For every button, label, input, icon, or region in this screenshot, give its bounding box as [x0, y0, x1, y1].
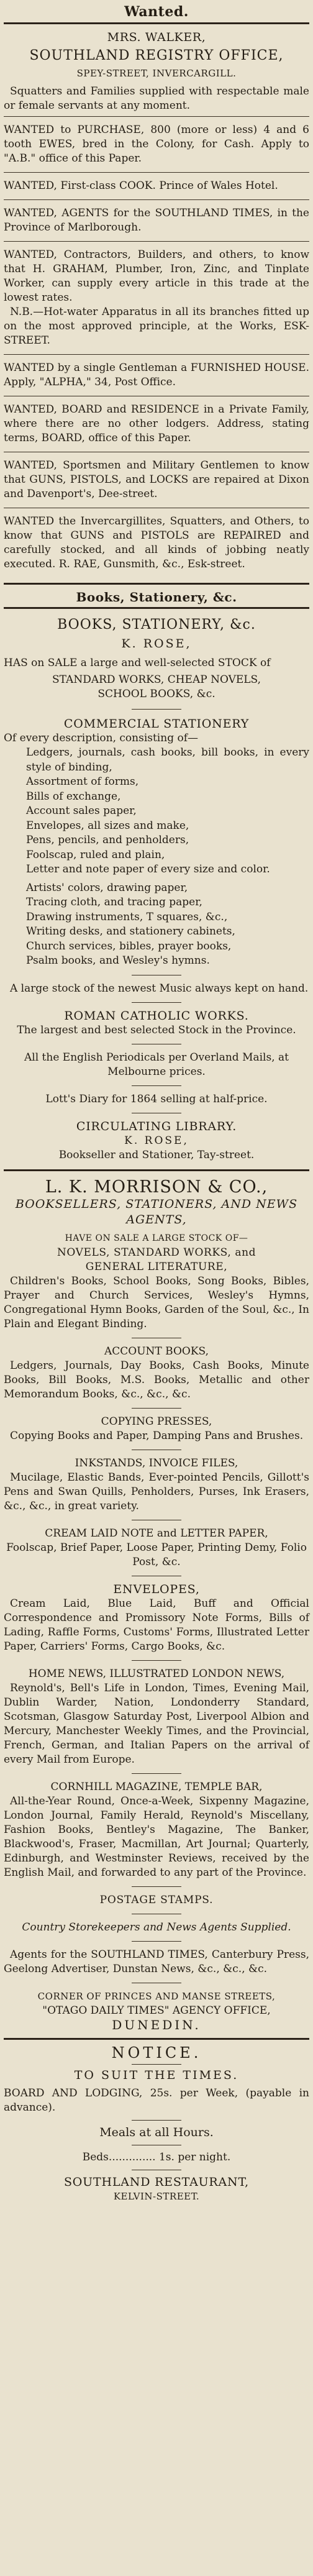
ad-wanted-contractors [4, 243, 309, 353]
divider [4, 354, 309, 355]
morrison-head2: GENERAL LITERATURE, [85, 1260, 228, 1273]
corner-address: CORNER OF PRINCES AND MANSE STREETS, [37, 1990, 276, 2002]
ad-wanted-board [4, 398, 309, 450]
ad-wanted-sportsmen [4, 454, 309, 506]
news-body: Reynold's, Bell's Life in London, Times, Evening Mail, Dublin Warder, Nation, Londonderry Standard, Scotsman, Glasgow Saturday Post, Liverpool Albion and Mercury, Manchester Weekly Times, and the Provincial, French, German, and Italian Papers on the arrival of every Mail from Europe. [4, 1681, 309, 1766]
list-item: Tracing cloth, and tracing paper, [26, 896, 202, 908]
short-rule [132, 1408, 181, 1409]
morrison-subtitle: BOOKSELLERS, STATIONERS, AND NEWS AGENTS, [15, 1197, 298, 1226]
rose-name: K. ROSE, [121, 637, 192, 651]
short-rule [132, 1002, 181, 1003]
catholic-title: ROMAN CATHOLIC WORKS. [64, 1008, 249, 1023]
inkstands-body: Mucilage, Elastic Bands, Ever-pointed Pencils, Gillott's Pens and Swan Quills, Penholders, Purses, Ink Erasers, &c., &c., in great variety. [4, 1471, 309, 1512]
inkstands-title: INKSTANDS, INVOICE FILES, [75, 1456, 238, 1469]
commercial-list [4, 746, 309, 969]
lotts-diary-note: Lott's Diary for 1864 selling at half-price. [45, 1092, 268, 1105]
otago-office: "OTAGO DAILY TIMES" AGENCY OFFICE, [42, 2004, 271, 2017]
commercial-title: COMMERCIAL STATIONERY [63, 717, 250, 731]
library-title: CIRCULATING LIBRARY. [76, 1119, 237, 1133]
country-note: Country Storekeepers and News Agents Supplied. [22, 1921, 291, 1934]
ad-k-rose [4, 610, 309, 1164]
divider [4, 607, 309, 609]
ad-address: SPEY-STREET, INVERCARGILL. [76, 68, 237, 79]
news-title: HOME NEWS, ILLUSTRATED LONDON NEWS, [28, 1667, 285, 1680]
short-rule [132, 1085, 181, 1086]
divider [4, 22, 309, 24]
city: DUNEDIN. [112, 2017, 201, 2032]
envelopes-body: Cream Laid, Blue Laid, Buff and Official Correspondence and Promissory Note Forms, Bills of Lading, Raffle Forms, Customs' Forms, Illustrated Letter Paper, Carriers' Forms, Cargo Books, &c. [4, 1597, 309, 1653]
list-item: Ledgers, journals, cash books, bill books, in every style of binding, [26, 746, 309, 774]
list-item: Letter and note paper of every size and color. [26, 863, 270, 875]
notice-restaurant: SOUTHLAND RESTAURANT, [63, 2175, 249, 2189]
ad-body: WANTED to PURCHASE, 800 (more or less) 4 and 6 tooth EWES, bred in the Colony, for Cash. Apply to "A.B." office of this Paper. [4, 124, 309, 165]
rose-stock-line-2: SCHOOL BOOKS, &c. [98, 688, 215, 700]
ad-body: WANTED the Invercargillites, Squatters, and Others, to know that GUNS and PISTOLS are REPAIRED and carefully stocked, and all kinds of jobbing neatly executed. R. RAE, Gunsmith, &c., Esk-street. [4, 515, 309, 570]
library-name: K. ROSE, [124, 1134, 189, 1147]
notice-board: BOARD AND LODGING, 25s. per Week, (payable in advance). [4, 2086, 309, 2114]
list-item: Account sales paper, [26, 805, 137, 817]
list-item: Bills of exchange, [26, 790, 121, 803]
short-rule [132, 1941, 181, 1942]
divider [4, 199, 309, 200]
cornhill-body: All-the-Year Round, Once-a-Week, Sixpenny Magazine, London Journal, Family Herald, Reynold's Miscellany, Fashion Books, Bentley's Magazine, The Banker, Blackwood's, Fraser, Macmillan, Art Journal; Quarterly, Edinburgh, and Westminster Reviews, received by the English Mail, and forwarded to any part of the Province. [4, 1794, 309, 1879]
ad-wanted-ewes [4, 118, 309, 171]
ad-mrs-walker [4, 25, 309, 115]
morrison-literature: Children's Books, School Books, Song Books, Bibles, Prayer and Church Services, Wesley's Hymns, Congregational Hymn Books, Garden of the Soul, &c., In Plain and Elegant Binding. [4, 1274, 309, 1330]
ad-body: WANTED, Contractors, Builders, and others, to know that H. GRAHAM, Plumber, Iron, Zinc, and Tinplate Worker, can supply every article in this trade at the lowest rates. [4, 249, 309, 304]
divider [4, 1169, 309, 1171]
ad-body: WANTED, Sportsmen and Military Gentlemen to know that GUNS, PISTOLS, and LOCKS are repaired at Dixon and Davenport's, Dee-street. [4, 459, 309, 500]
short-rule [132, 2120, 181, 2121]
notice-heading: NOTICE. [111, 2044, 202, 2062]
list-item: Envelopes, all sizes and make, [26, 819, 189, 832]
divider [4, 241, 309, 242]
list-item: Pens, pencils, and penholders, [26, 834, 189, 846]
list-item: Artists' colors, drawing paper, [26, 881, 188, 894]
cornhill-title: CORNHILL MAGAZINE, TEMPLE BAR, [50, 1780, 263, 1793]
ad-notice [4, 2041, 309, 2206]
ad-wanted-house [4, 356, 309, 395]
section-heading-wanted: Wanted. [124, 4, 189, 20]
list-item: Writing desks, and stationery cabinets, [26, 925, 235, 938]
periodicals-note: All the English Periodicals per Overland Mails, at Melbourne prices. [24, 1051, 289, 1078]
catholic-body: The largest and best selected Stock in the Province. [17, 1023, 296, 1036]
postage-title: POSTAGE STAMPS. [99, 1893, 214, 1906]
library-role: Bookseller and Stationer, Tay-street. [58, 1148, 255, 1161]
notice-meals: Meals at all Hours. [99, 2125, 214, 2139]
ad-subtitle: SOUTHLAND REGISTRY OFFICE, [29, 48, 284, 63]
commercial-intro: Of every description, consisting of— [4, 732, 199, 744]
list-item: Foolscap, ruled and plain, [26, 848, 165, 861]
divider [4, 116, 309, 117]
envelopes-title: ENVELOPES, [113, 1582, 200, 1596]
notice-street: KELVIN-STREET. [113, 2190, 200, 2202]
ad-note: N.B.—Hot-water Apparatus in all its branches fitted up on the most approved principle, at the Works, ESK-STREET. [4, 306, 309, 347]
ad-wanted-gunsmith [4, 509, 309, 577]
short-rule [132, 1660, 181, 1661]
list-item: Drawing instruments, T squares, &c., [26, 910, 228, 923]
copying-body: Copying Books and Paper, Damping Pans and Brushes. [10, 1429, 304, 1442]
list-item: Assortment of forms, [26, 775, 139, 788]
account-title: ACCOUNT BOOKS, [104, 1345, 209, 1358]
cream-body: Foolscap, Brief Paper, Loose Paper, Printing Demy, Folio Post, &c. [6, 1541, 307, 1568]
rose-title: BOOKS, STATIONERY, &c. [57, 617, 256, 633]
ad-wanted-agents [4, 201, 309, 240]
account-body: Ledgers, Journals, Day Books, Cash Books, Minute Books, Bill Books, M.S. Books, Metallic and other Memorandum Books, &c., &c., &c. [4, 1359, 309, 1400]
ad-body: Squatters and Families supplied with respectable male or female servants at any moment. [4, 85, 309, 112]
morrison-title: L. K. MORRISON & CO., [45, 1177, 268, 1197]
short-rule [132, 1886, 181, 1887]
ad-body: WANTED, AGENTS for the SOUTHLAND TIMES, in the Province of Marlborough. [4, 207, 309, 234]
ad-title: MRS. WALKER, [107, 30, 206, 44]
section-heading-books: Books, Stationery, &c. [76, 590, 237, 605]
ad-body: WANTED by a single Gentleman a FURNISHED HOUSE. Apply, "ALPHA," 34, Post Office. [4, 362, 309, 388]
divider [4, 583, 309, 585]
short-rule [132, 1773, 181, 1774]
cream-title: CREAM LAID NOTE and LETTER PAPER, [45, 1527, 268, 1540]
ad-lk-morrison [4, 1172, 309, 2034]
copying-title: COPYING PRESSES, [101, 1415, 212, 1428]
ad-body: WANTED, BOARD and RESIDENCE in a Private Family, where there are no other lodgers. Address, stating terms, BOARD, office of this Paper. [4, 403, 309, 444]
list-item: Church services, bibles, prayer books, [26, 939, 232, 952]
divider [4, 2038, 309, 2040]
short-rule [132, 2064, 181, 2065]
morrison-intro: HAVE ON SALE A LARGE STOCK OF— [65, 1233, 248, 1243]
agents-note: Agents for the SOUTHLAND TIMES, Canterbury Press, Geelong Advertiser, Dunstan News, &c., &c., &c. [4, 1948, 309, 1975]
notice-beds: Beds.............. 1s. per night. [82, 2150, 231, 2163]
rose-intro: HAS on SALE a large and well-selected STOCK of [4, 657, 271, 669]
music-note: A large stock of the newest Music always kept on hand. [10, 982, 309, 995]
divider [4, 172, 309, 173]
notice-suit: TO SUIT THE TIMES. [74, 2068, 239, 2082]
list-item: Psalm books, and Wesley's hymns. [26, 954, 210, 967]
rose-stock-line-1: STANDARD WORKS, CHEAP NOVELS, [52, 674, 261, 686]
short-rule [132, 709, 181, 710]
ad-wanted-cook [4, 174, 309, 198]
morrison-head1: NOVELS, STANDARD WORKS, and [57, 1246, 256, 1259]
ad-body: WANTED, First-class COOK. Prince of Wales Hotel. [4, 180, 278, 192]
